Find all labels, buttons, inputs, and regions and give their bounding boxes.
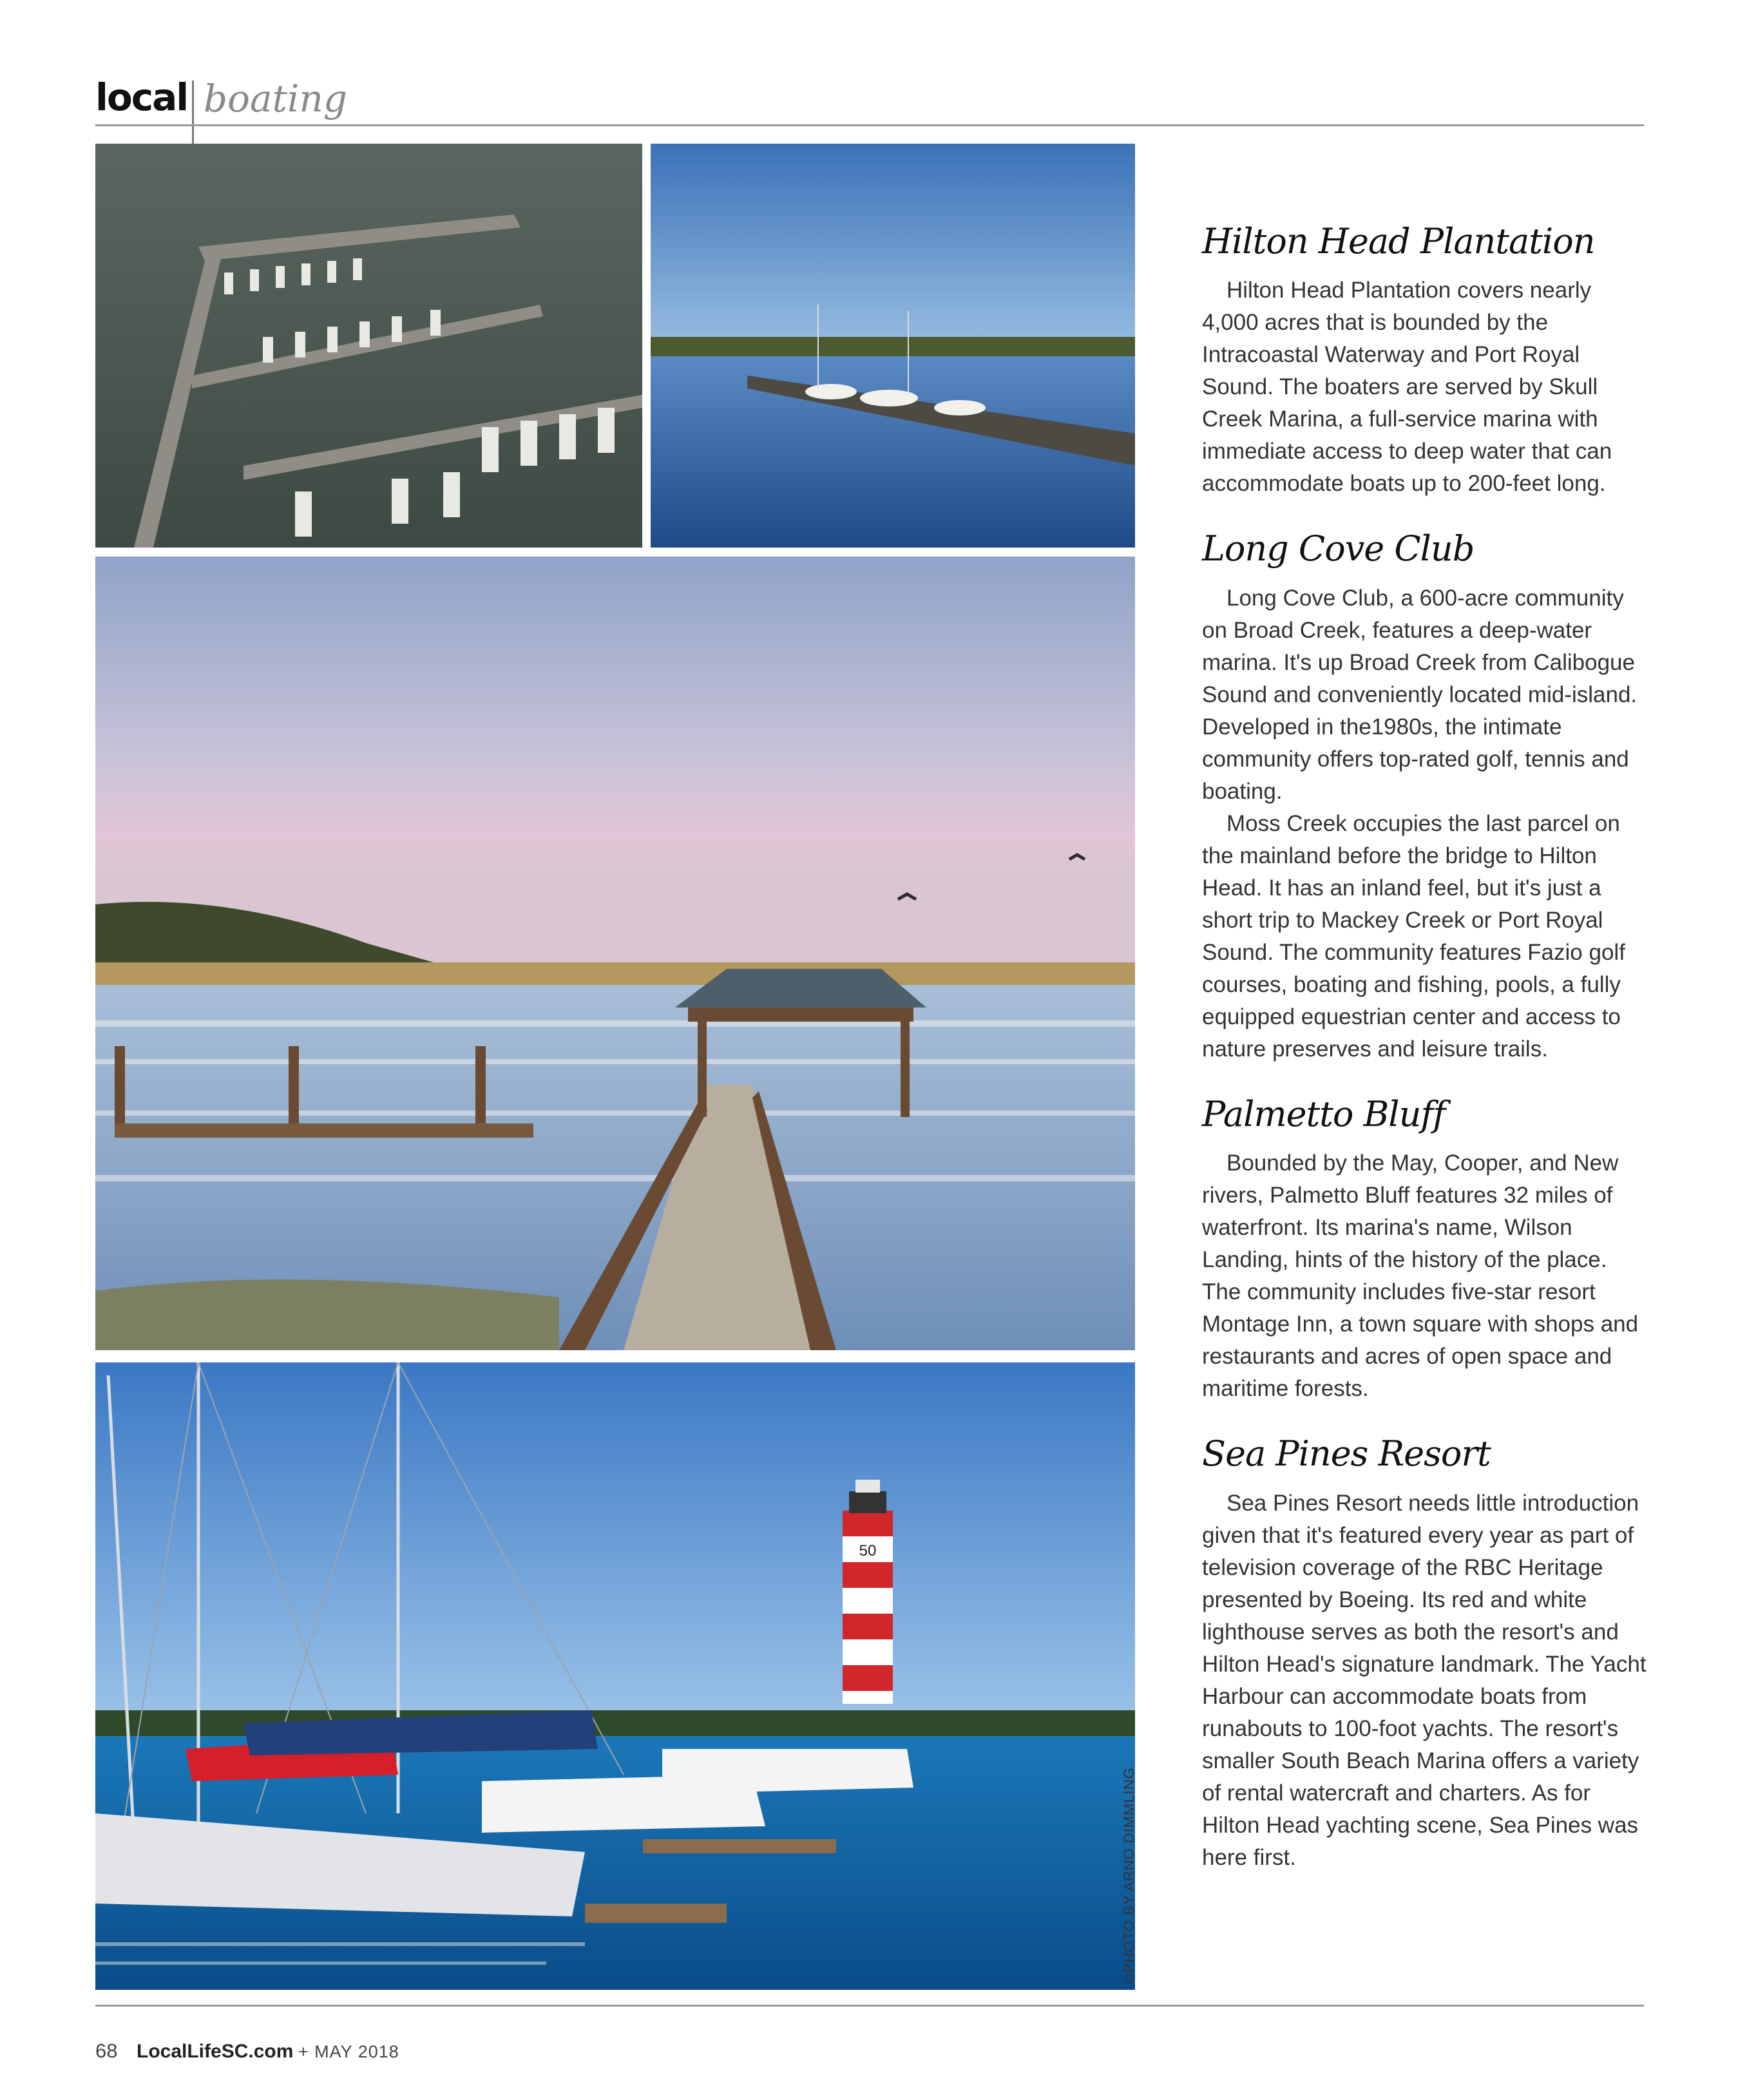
section-long-cove-club: [1202, 530, 1647, 1065]
page-number: 68: [95, 2039, 118, 2062]
section-body: Hilton Head Plantation covers nearly 4,000 acres that is bounded by the Intracoastal Waterway and Port Royal Sound. The boaters are served by Skull Creek Marina, a full-service marina with immediate access to deep water that can accommodate boats up to 200-feet long.: [1202, 278, 1612, 497]
aerial-marina-photo: [95, 144, 642, 548]
section-sea-pines-resort: [1202, 1435, 1647, 1873]
marina-dawn-photo: [651, 144, 1135, 548]
section-palmetto-bluff: [1202, 1095, 1647, 1405]
photo-credit: ©PHOTO BY ARNO DIMMLING: [1121, 1767, 1137, 1984]
page-footer: [95, 2041, 399, 2061]
harbour-lighthouse-photo: [95, 1362, 1135, 1990]
site-link[interactable]: LocalLifeSC.com: [137, 2041, 294, 2062]
magazine-logo: local: [95, 75, 188, 119]
section-body: Bounded by the May, Cooper, and New rivers, Palmetto Bluff features 32 miles of waterfront. Its marina's name, Wilson Landing, hints of the history of the place. The community includes five-star resort Montage Inn, a town square with shops and restaurants and acres of open space and maritime forests.: [1202, 1150, 1639, 1402]
section-hilton-head-plantation: [1202, 222, 1647, 500]
footer-rule: [95, 2005, 1644, 2007]
section-title: Sea Pines Resort: [1202, 1433, 1491, 1475]
article-text-column: [1202, 222, 1647, 1904]
section-title: Long Cove Club: [1202, 528, 1475, 569]
section-title: Palmetto Bluff: [1202, 1093, 1446, 1134]
section-body-2: Moss Creek occupies the last parcel on the mainland before the bridge to Hilton Head. It has an inland feel, but it's just a short trip to Mackey Creek or Port Royal Sound. The community features Fazio golf courses, boating and fishing, pools, a fully equipped equestrian center and access to nature preserves and leisure trails.: [1202, 810, 1625, 1062]
section-body: Sea Pines Resort needs little introduction given that it's featured every year as part of television coverage of the RBC Heritage presented by Boeing. Its red and white lighthouse serves as both the resort's and Hilton Head's signature landmark. The Yacht Harbour can accommodate boats from runabouts to 100-foot yachts. The resort's smaller South Beach Marina offers a variety of rental watercraft and charters. As for Hilton Head yachting scene, Sea Pines was here first.: [1202, 1490, 1647, 1870]
section-body: Long Cove Club, a 600-acre community on Broad Creek, features a deep-water marina. It's up Broad Creek from Calibogue Sound and conveniently located mid-island. Developed in the1980s, the intimate community offers top-rated golf, tennis and boating.: [1202, 585, 1638, 804]
dock-gazebo-photo: [95, 557, 1135, 1350]
section-title: Hilton Head Plantation: [1202, 221, 1595, 262]
section-label: boating: [204, 77, 347, 120]
lighthouse-number: 50: [859, 1542, 877, 1560]
issue-date: + MAY 2018: [298, 2042, 399, 2061]
header-rule: [95, 124, 1644, 126]
